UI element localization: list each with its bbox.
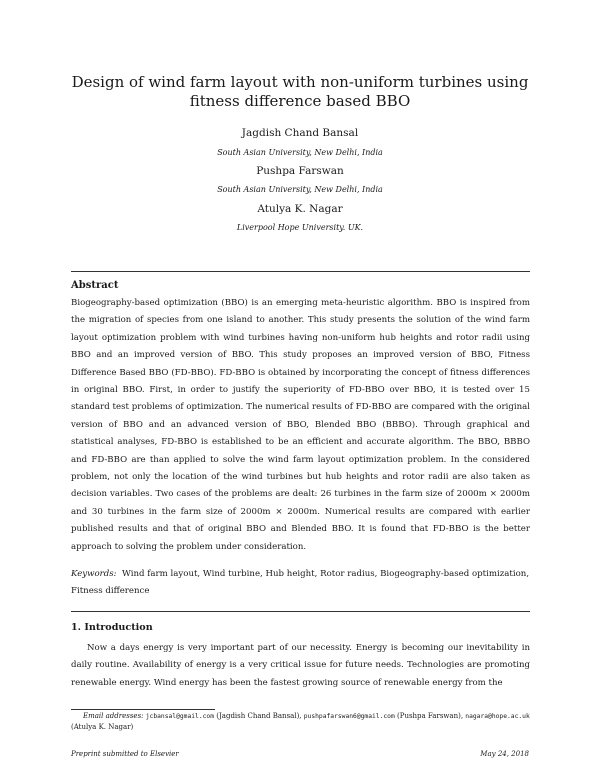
keywords-label: Keywords: bbox=[71, 569, 117, 579]
email-link[interactable]: pushpafarswan6@gmail.com bbox=[303, 713, 395, 720]
keywords-text: Wind farm layout, Wind turbine, Hub height, Rotor radius, Biogeography-based optimization, Fitness difference bbox=[71, 569, 530, 597]
email-link[interactable]: jcbansal@gmail.com bbox=[145, 713, 215, 720]
section-heading-introduction: 1. Introduction bbox=[71, 622, 153, 633]
footnote bbox=[71, 711, 530, 733]
author-name: Pushpa Farswan bbox=[256, 165, 344, 177]
abstract-heading: Abstract bbox=[71, 280, 119, 291]
footer-preprint: Preprint submitted to Elsevier bbox=[71, 750, 179, 758]
footer-date: May 24, 2018 bbox=[480, 750, 529, 758]
paper-title: Design of wind farm layout with non-uniform turbines using fitness difference based BBO bbox=[71, 73, 529, 110]
footnote-label: Email addresses: bbox=[83, 712, 144, 720]
author-name: Atulya K. Nagar bbox=[257, 203, 343, 215]
email-link[interactable]: nagara@hope.ac.uk bbox=[465, 713, 530, 720]
abstract-text: Biogeography-based optimization (BBO) is an emerging meta-heuristic algorithm. BBO is inspired from the migration of species from one island to another. This study presents the solution of the wind farm layout optimization problem with wind turbines having non-uniform hub heights and rotor radii using BBO and an improved version of BBO. This study proposes an improved version of BBO, Fitness Difference Based BBO (FD-BBO). FD-BBO is obtained by incorporating the concept of fitness differences in original BBO. First, in order to justify the superiority of FD-BBO over BBO, it is tested over 15 standard test problems of optimization. The numerical results of FD-BBO are compared with the original version of BBO and an advanced version of BBO, Blended BBO (BBBO). Through graphical and statistical analyses, FD-BBO is established to be an efficient and accurate algorithm. The BBO, BBBO and FD-BBO are than applied to solve the wind farm layout optimization problem. In the considered problem, not only the location of the wind turbines but hub heights and rotor radii are also taken as decision variables. Two cases of the problems are dealt: 26 turbines in the farm size of 2000m × 2000m and 30 turbines in the farm size of 2000m × 2000m. Numerical results are compared with earlier published results and that of original BBO and Blended BBO. It is found that FD-BBO is the better approach to solving the problem under consideration. bbox=[71, 298, 530, 552]
introduction-text: Now a days energy is very important part of our necessity. Energy is becoming our inevitability in daily routine. Availability of energy is a very critical issue for future needs. Technologies are promoting renewable energy. Wind energy has been the fastest growing source of renewable energy from the bbox=[71, 643, 530, 688]
author-name: Jagdish Chand Bansal bbox=[241, 127, 359, 139]
keywords bbox=[71, 566, 530, 601]
abstract-top-rule bbox=[71, 271, 530, 272]
email-owner: (Pushpa Farswan), bbox=[397, 712, 464, 720]
email-owner: (Atulya K. Nagar) bbox=[71, 723, 134, 731]
author-affiliation: South Asian University, New Delhi, India bbox=[217, 185, 383, 194]
author-affiliation: Liverpool Hope University. UK. bbox=[236, 223, 364, 232]
email-owner: (Jagdish Chand Bansal), bbox=[216, 712, 302, 720]
abstract-bottom-rule bbox=[71, 611, 530, 612]
footnote-rule bbox=[71, 709, 215, 710]
author-affiliation: South Asian University, New Delhi, India bbox=[217, 148, 383, 157]
